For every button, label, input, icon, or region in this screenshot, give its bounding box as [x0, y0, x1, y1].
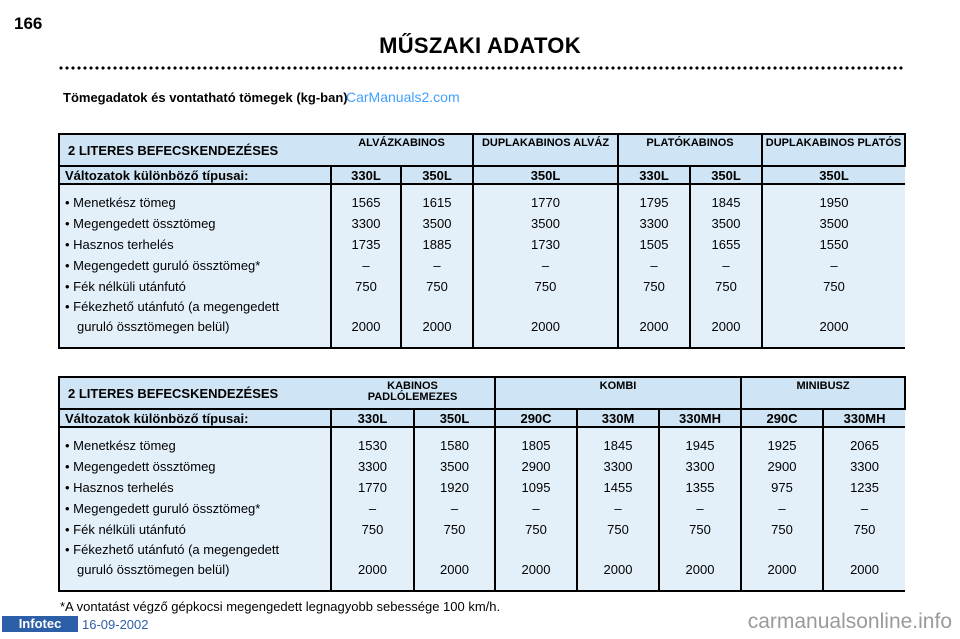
- value-cell: 3500: [711, 216, 741, 231]
- value-cell: –: [433, 258, 441, 273]
- value-cell: 2000: [711, 319, 741, 334]
- variant-cell: 350L: [762, 166, 905, 184]
- value-cell: 2000: [767, 562, 797, 577]
- value-cell: 1530: [358, 438, 387, 453]
- value-cell: 1655: [711, 237, 741, 252]
- value-cell: 3500: [819, 216, 849, 231]
- variant-cell: 330MH: [659, 409, 741, 427]
- value-cell: 1355: [685, 480, 715, 495]
- value-cell: 2900: [767, 459, 797, 474]
- value-cell: 975: [771, 480, 793, 495]
- group-header: KOMBI: [495, 377, 741, 409]
- value-cell: 1580: [440, 438, 469, 453]
- value-cell: 3500: [440, 459, 469, 474]
- value-cell: 2000: [639, 319, 669, 334]
- variant-cell: 330M: [577, 409, 659, 427]
- value-cell: 750: [771, 522, 793, 537]
- value-column: [495, 427, 577, 591]
- value-cell: 1095: [521, 480, 551, 495]
- value-cell: 3500: [531, 216, 560, 231]
- value-column: [577, 427, 659, 591]
- group-header: MINIBUSZ: [741, 377, 905, 409]
- value-cell: 3300: [639, 216, 669, 231]
- value-cell: –: [450, 501, 459, 516]
- value-cell: 2000: [819, 319, 849, 334]
- row-label: [65, 540, 330, 580]
- value-cell: 2000: [531, 319, 560, 334]
- value-cell: –: [778, 501, 786, 516]
- row-label: • Menetkész tömeg: [65, 195, 176, 210]
- value-column: [401, 184, 473, 348]
- variants-label: Változatok különböző típusai:: [59, 409, 331, 427]
- row-label: • Fék nélküli utánfutó: [65, 279, 186, 294]
- page-number: 166: [14, 14, 43, 33]
- variant-cell: 350L: [473, 166, 618, 184]
- value-cell: 2000: [603, 562, 633, 577]
- row-label: [65, 297, 330, 337]
- value-cell: 1770: [531, 195, 560, 210]
- variant-cell: 350L: [414, 409, 495, 427]
- value-cell: 2000: [850, 562, 879, 577]
- value-cell: 1885: [422, 237, 452, 252]
- value-cell: 2000: [685, 562, 715, 577]
- variant-cell: 330L: [331, 166, 401, 184]
- variant-cell: 330L: [618, 166, 690, 184]
- footnote: *A vontatást végző gépkocsi megengedett legnagyobb sebessége 100 km/h.: [60, 599, 501, 614]
- value-cell: 1235: [850, 480, 879, 495]
- value-cell: 1550: [819, 237, 849, 252]
- row-label-line: guruló össztömegen belül): [77, 319, 230, 334]
- value-cell: 2000: [521, 562, 551, 577]
- value-cell: 750: [689, 522, 711, 537]
- row-label: • Megengedett össztömeg: [65, 459, 216, 474]
- row-label: • Hasznos terhelés: [65, 237, 174, 252]
- value-cell: –: [722, 258, 730, 273]
- page-title: MŰSZAKI ADATOK: [379, 33, 581, 58]
- group-header: PLATÓKABINOS: [618, 134, 762, 166]
- value-cell: –: [830, 258, 838, 273]
- value-column: [659, 427, 741, 591]
- value-cell: 750: [607, 522, 629, 537]
- site-watermark: carmanualsonline.info: [747, 610, 952, 633]
- value-cell: 2065: [850, 438, 879, 453]
- value-column: [690, 184, 762, 348]
- variants-label: Változatok különböző típusai:: [59, 166, 331, 184]
- value-cell: 750: [355, 279, 377, 294]
- value-cell: 750: [443, 522, 466, 537]
- value-cell: –: [362, 258, 370, 273]
- row-label-line: • Fékezhető utánfutó (a megengedett: [65, 299, 280, 314]
- value-cell: 3300: [358, 459, 387, 474]
- value-cell: 750: [823, 279, 845, 294]
- value-cell: 750: [525, 522, 547, 537]
- group-header: ALVÁZKABINOS: [331, 134, 473, 166]
- value-cell: 2000: [351, 319, 381, 334]
- value-cell: 3300: [351, 216, 381, 231]
- value-cell: 750: [853, 522, 876, 537]
- variant-cell: 350L: [401, 166, 473, 184]
- row-label-line: • Fékezhető utánfutó (a megengedett: [65, 542, 280, 557]
- value-cell: 1845: [711, 195, 741, 210]
- value-cell: –: [650, 258, 658, 273]
- value-cell: 2000: [422, 319, 452, 334]
- value-cell: 1565: [351, 195, 381, 210]
- value-cell: 1735: [351, 237, 381, 252]
- weights-table-1: [58, 133, 906, 349]
- value-cell: 1615: [422, 195, 452, 210]
- value-column: [331, 427, 414, 591]
- value-cell: 1730: [531, 237, 560, 252]
- value-cell: 750: [534, 279, 557, 294]
- value-cell: –: [696, 501, 704, 516]
- row-label: • Megengedett guruló össztömeg*: [65, 258, 261, 273]
- watermark: CarManuals2.com: [346, 89, 460, 105]
- value-cell: 1950: [819, 195, 849, 210]
- value-cell: 2000: [440, 562, 469, 577]
- value-cell: 3300: [603, 459, 633, 474]
- row-labels: [59, 184, 331, 348]
- dotted-divider: [58, 66, 904, 70]
- row-labels: [59, 427, 331, 591]
- value-cell: –: [541, 258, 550, 273]
- section-subtitle: Tömegadatok és vontatható tömegek (kg-ban): [63, 90, 348, 105]
- weights-table-2: [58, 376, 906, 592]
- value-cell: –: [532, 501, 540, 516]
- value-cell: 1795: [639, 195, 669, 210]
- value-cell: –: [860, 501, 869, 516]
- variant-cell: 290C: [495, 409, 577, 427]
- value-cell: 3300: [685, 459, 715, 474]
- value-cell: 1925: [767, 438, 797, 453]
- row-label: • Hasznos terhelés: [65, 480, 174, 495]
- engine-header: 2 LITERES BEFECSKENDEZÉSES: [59, 134, 331, 166]
- value-cell: 3500: [422, 216, 452, 231]
- value-cell: 2000: [358, 562, 387, 577]
- value-cell: –: [614, 501, 622, 516]
- value-column: [618, 184, 690, 348]
- group-header: DUPLAKABINOS PLATÓS: [762, 134, 905, 166]
- variant-cell: 330MH: [823, 409, 905, 427]
- value-cell: 2900: [521, 459, 551, 474]
- value-column: [741, 427, 823, 591]
- row-label: • Menetkész tömeg: [65, 438, 176, 453]
- value-column: [823, 427, 905, 591]
- infotec-logo: Infotec: [2, 616, 78, 632]
- variant-cell: 290C: [741, 409, 823, 427]
- group-header: KABINOS PADLÓLEMEZES: [331, 377, 495, 409]
- value-cell: 750: [361, 522, 384, 537]
- print-date: 16-09-2002: [82, 617, 149, 632]
- row-label-line: guruló össztömegen belül): [77, 562, 230, 577]
- value-cell: 1770: [358, 480, 387, 495]
- value-column: [414, 427, 495, 591]
- value-cell: 750: [643, 279, 665, 294]
- row-label: • Megengedett össztömeg: [65, 216, 216, 231]
- row-label: • Megengedett guruló össztömeg*: [65, 501, 261, 516]
- value-cell: 1455: [603, 480, 633, 495]
- value-cell: 1945: [685, 438, 715, 453]
- value-cell: 750: [715, 279, 737, 294]
- variant-cell: 350L: [690, 166, 762, 184]
- row-label: • Fék nélküli utánfutó: [65, 522, 186, 537]
- value-cell: 1920: [440, 480, 469, 495]
- value-column: [762, 184, 905, 348]
- value-column: [473, 184, 618, 348]
- engine-header: 2 LITERES BEFECSKENDEZÉSES: [59, 377, 331, 409]
- value-cell: 1805: [521, 438, 551, 453]
- value-cell: 750: [426, 279, 448, 294]
- value-cell: 1845: [603, 438, 633, 453]
- variant-cell: 330L: [331, 409, 414, 427]
- group-header: DUPLAKABINOS ALVÁZ: [473, 134, 618, 166]
- value-cell: –: [368, 501, 377, 516]
- value-cell: 3300: [850, 459, 879, 474]
- value-column: [331, 184, 401, 348]
- value-cell: 1505: [639, 237, 669, 252]
